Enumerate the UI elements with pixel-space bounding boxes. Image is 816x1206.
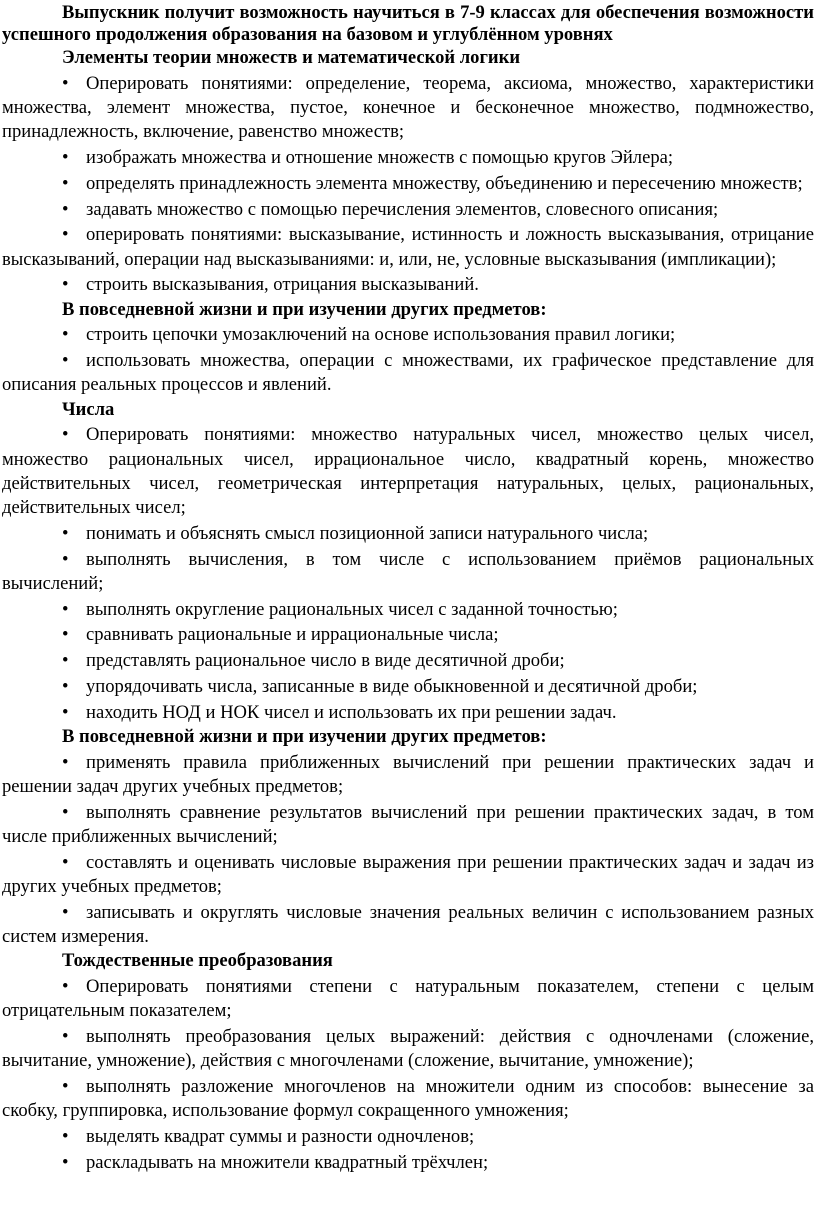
list-item-text: выделять квадрат суммы и разности одночленов; <box>86 1125 475 1147</box>
sections-container <box>2 46 814 1175</box>
list-item <box>2 975 814 1023</box>
list-item <box>2 72 814 145</box>
list-item <box>2 323 814 347</box>
list-item-text: строить высказывания, отрицания высказываний. <box>86 274 479 296</box>
section-heading: Тождественные преобразования <box>62 950 333 972</box>
list-item-text: использовать множества, операции с множествами, их графическое представление для описания реальных процессов и явлений. <box>2 350 814 396</box>
bullet-icon: • <box>62 324 69 346</box>
intro-heading: Выпускник получит возможность научиться в 7-9 классах для обеспечения возможности успешного продолжения образования на базовом и углублённом уровнях <box>2 2 814 45</box>
list-item <box>2 751 814 799</box>
list-item-text: выполнять вычисления, в том числе с использованием приёмов рациональных вычислений; <box>2 548 814 594</box>
list-item <box>2 1025 814 1073</box>
list-item <box>2 851 814 899</box>
bullet-icon: • <box>62 424 69 446</box>
list-item-text: составлять и оценивать числовые выражения при решении практических задач и задач из других учебных предметов; <box>2 851 814 897</box>
bullet-icon: • <box>62 701 69 723</box>
list-item <box>2 548 814 596</box>
list-item-text: строить цепочки умозаключений на основе использования правил логики; <box>86 324 676 346</box>
list-item <box>2 623 814 647</box>
list-item-text: находить НОД и НОК чисел и использовать их при решении задач. <box>86 701 617 723</box>
bullet-icon: • <box>62 147 69 168</box>
list-item-text: задавать множество с помощью перечисления элементов, словесного описания; <box>86 198 719 220</box>
list-item-text: изображать множества и отношение множеств с помощью кругов Эйлера; <box>86 147 674 168</box>
list-item <box>2 146 814 170</box>
section-heading: Числа <box>62 398 115 420</box>
list-item <box>2 423 814 520</box>
bullet-icon: • <box>62 198 69 220</box>
list-item <box>2 172 814 196</box>
list-item <box>2 273 814 297</box>
bullet-icon: • <box>62 675 69 697</box>
list-item-text: сравнивать рациональные и иррациональные числа; <box>86 624 499 646</box>
bullet-icon: • <box>62 624 69 646</box>
bullet-icon: • <box>62 1075 69 1097</box>
bullet-icon: • <box>62 548 69 570</box>
list-item <box>2 675 814 699</box>
list-item-text: выполнять разложение многочленов на множители одним из способов: вынесение за скобку, группировка, использование формул сокращенного умножения; <box>2 1075 814 1122</box>
bullet-icon: • <box>62 598 69 620</box>
list-item <box>2 223 814 271</box>
section-heading: В повседневной жизни и при изучении других предметов: <box>62 725 547 747</box>
list-item-text: Оперировать понятиями: множество натуральных чисел, множество целых чисел, множество рациональных чисел, иррациональное число, квадратный корень, множество действительных чисел, геометрическая интерпретация натуральных, целых, рациональных, действительных чисел; <box>2 424 814 518</box>
bullet-icon: • <box>62 224 69 246</box>
list-item <box>2 198 814 222</box>
list-item-text: раскладывать на множители квадратный трёхчлен; <box>86 1151 489 1173</box>
bullet-icon: • <box>62 522 69 544</box>
list-item <box>2 1075 814 1123</box>
list-item <box>2 349 814 397</box>
list-item-text: Оперировать понятиями: определение, теорема, аксиома, множество, характеристики множества, элемент множества, пустое, конечное и бесконечное множество, подмножество, принадлежность, включение, равенство множеств; <box>2 72 814 143</box>
bullet-icon: • <box>62 901 69 923</box>
bullet-icon: • <box>62 350 69 372</box>
list-item <box>2 1125 814 1149</box>
list-item-text: Оперировать понятиями степени с натуральным показателем, степени с целым отрицательным показателем; <box>2 975 814 1022</box>
list-item-text: оперировать понятиями: высказывание, истинность и ложность высказывания, отрицание высказываний, операции над высказываниями: и, или, не, условные высказывания (импликации); <box>2 224 814 270</box>
bullet-icon: • <box>62 751 69 773</box>
list-item-text: выполнять сравнение результатов вычислений при решении практических задач, в том числе приближенных вычислений; <box>2 801 814 847</box>
list-item-text: выполнять преобразования целых выражений: действия с одночленами (сложение, вычитание, умножение), действия с многочленами (сложение, вычитание, умножение); <box>2 1025 814 1072</box>
list-item <box>2 522 814 546</box>
list-item-text: понимать и объяснять смысл позиционной записи натурального числа; <box>86 522 649 544</box>
bullet-icon: • <box>62 274 69 296</box>
list-item-text: записывать и округлять числовые значения реальных величин с использованием разных систем измерения. <box>2 901 814 947</box>
list-item <box>2 649 814 673</box>
bullet-icon: • <box>62 801 69 823</box>
list-item-text: применять правила приближенных вычислений при решении практических задач и решении задач других учебных предметов; <box>2 751 814 797</box>
bullet-icon: • <box>62 1125 69 1147</box>
list-item <box>2 701 814 725</box>
bullet-icon: • <box>62 650 69 672</box>
bullet-icon: • <box>62 172 69 194</box>
section-heading: Элементы теории множеств и математической логики <box>62 47 521 68</box>
list-item-text: представлять рациональное число в виде десятичной дроби; <box>86 650 565 672</box>
section-heading: В повседневной жизни и при изучении других предметов: <box>62 298 547 320</box>
list-item <box>2 801 814 849</box>
list-item-text: определять принадлежность элемента множеству, объединению и пересечению множеств; <box>86 172 803 194</box>
bullet-icon: • <box>62 72 69 94</box>
bullet-icon: • <box>62 1025 69 1047</box>
bullet-icon: • <box>62 975 69 997</box>
bullet-icon: • <box>62 1151 69 1173</box>
list-item-text: выполнять округление рациональных чисел с заданной точностью; <box>86 598 618 620</box>
list-item <box>2 901 814 949</box>
list-item-text: упорядочивать числа, записанные в виде обыкновенной и десятичной дроби; <box>86 675 698 697</box>
list-item <box>2 598 814 622</box>
bullet-icon: • <box>62 851 69 873</box>
list-item <box>2 1151 814 1175</box>
